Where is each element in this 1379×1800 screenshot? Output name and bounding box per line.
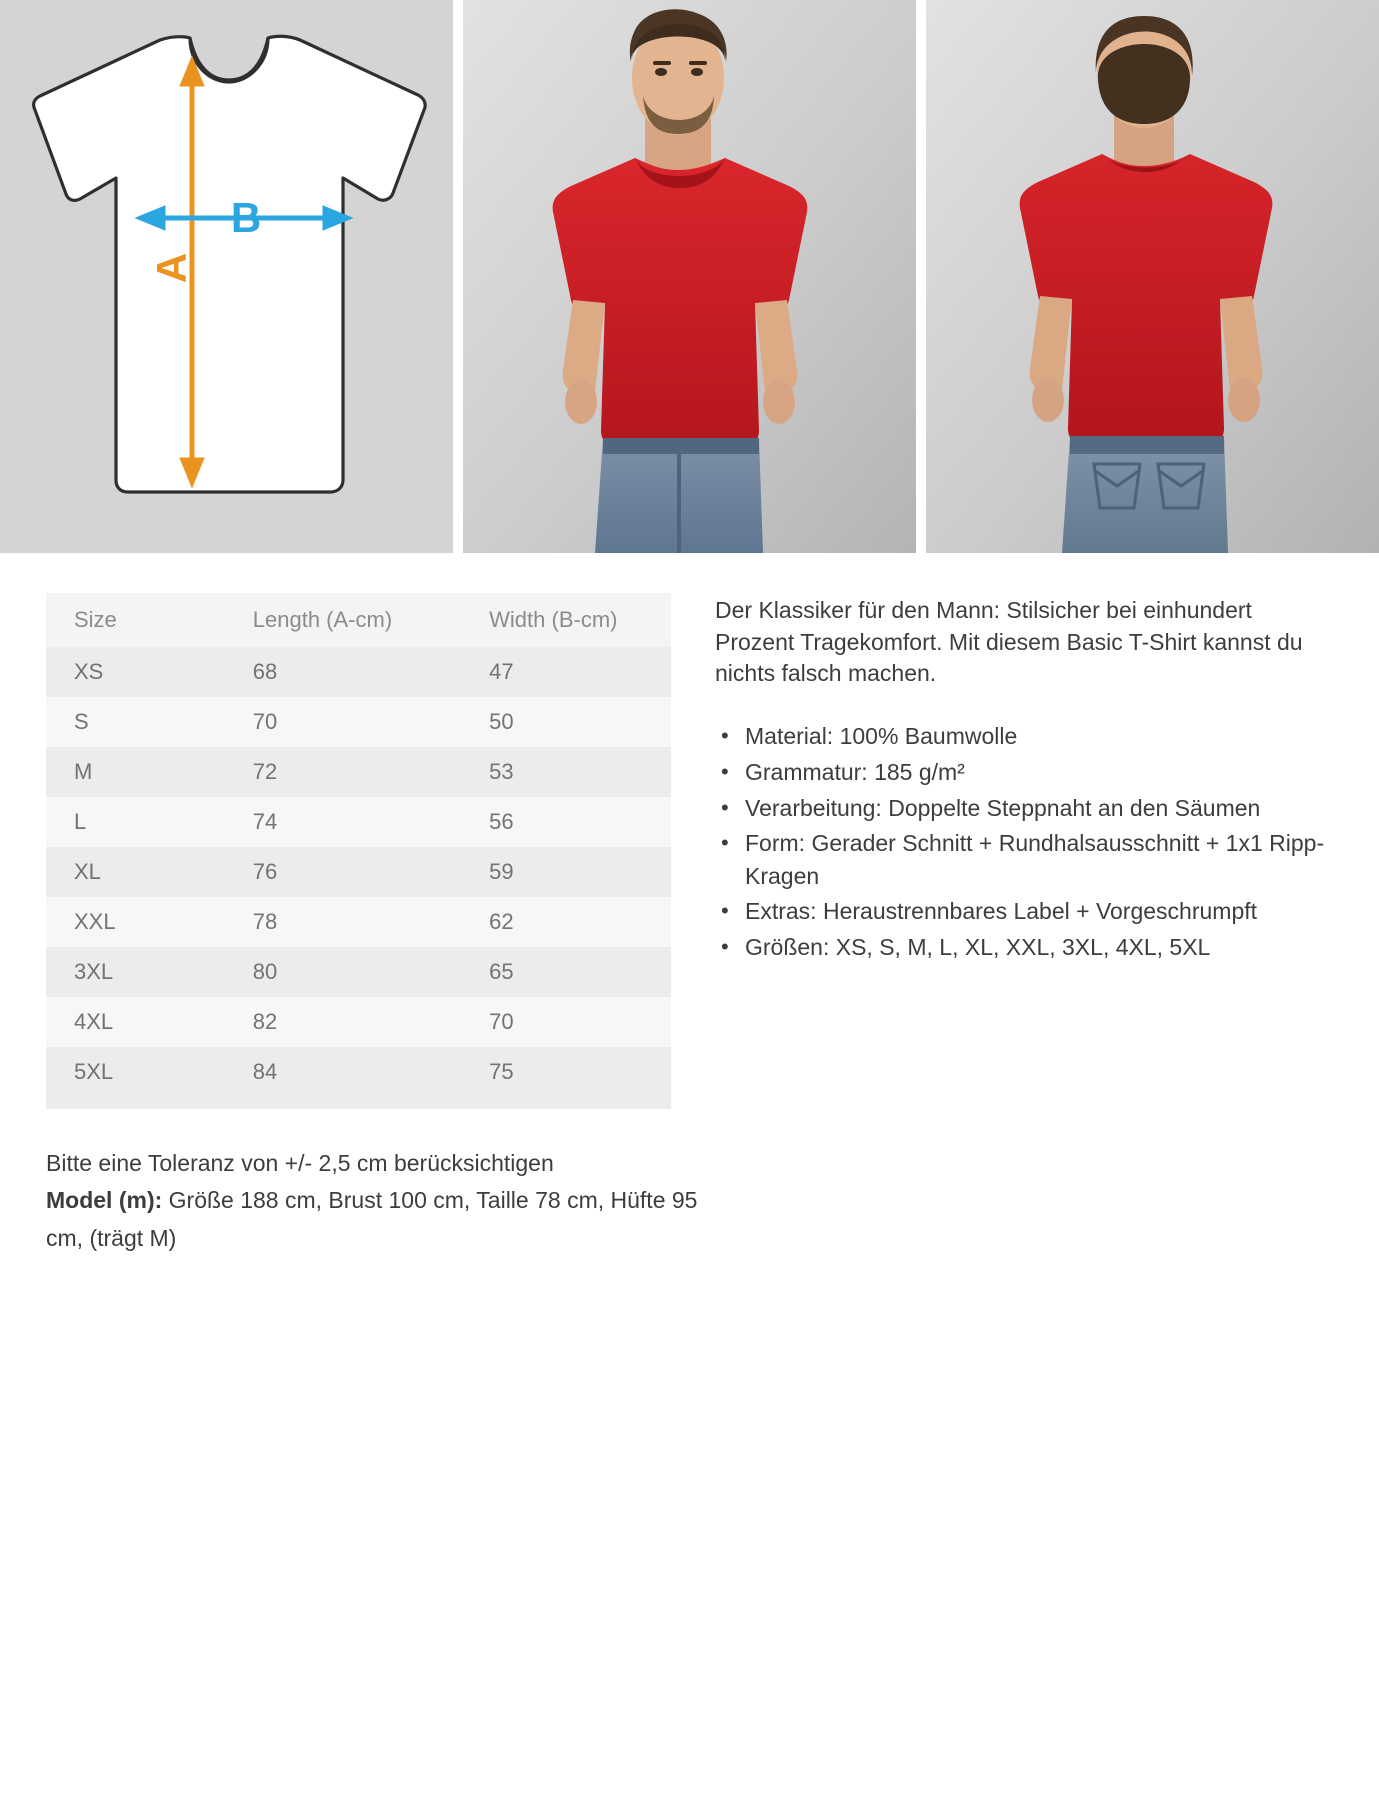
list-item: • Extras: Heraustrennbares Label + Vorgeschrumpft — [741, 895, 1333, 928]
header-length: Length (A-cm) — [225, 593, 461, 647]
model-details: Größe 188 cm, Brust 100 cm, Taille 78 cm, Hüfte 95 cm, (trägt M) — [46, 1187, 698, 1251]
measurement-diagram — [0, 0, 453, 553]
header-width: Width (B-cm) — [461, 593, 671, 647]
cell-width: 65 — [489, 959, 514, 984]
model-label: Model (m): — [46, 1187, 163, 1214]
cell-length: 82 — [252, 1009, 278, 1034]
list-item: • Verarbeitung: Doppelte Steppnaht an den Säumen — [741, 792, 1333, 825]
list-item: • Grammatur: 185 g/m² — [741, 756, 1333, 789]
table-row — [46, 947, 671, 997]
cell-width: 50 — [489, 709, 514, 734]
cell-size: XS — [74, 659, 104, 684]
cell-size: M — [74, 759, 93, 784]
table-row — [46, 1047, 671, 1097]
cell-size: S — [74, 709, 89, 734]
cell-length: 84 — [252, 1059, 278, 1084]
table-header-row — [46, 593, 671, 647]
product-details — [0, 553, 1379, 1109]
table-row — [46, 797, 671, 847]
cell-length: 80 — [252, 959, 278, 984]
table-row — [46, 647, 671, 697]
model-back-photo — [926, 0, 1379, 553]
cell-length: 74 — [252, 809, 278, 834]
cell-width: 56 — [489, 809, 514, 834]
table-row — [46, 997, 671, 1047]
list-item: • Größen: XS, S, M, L, XL, XXL, 3XL, 4XL, 5XL — [741, 931, 1333, 964]
description-block — [715, 593, 1333, 1109]
cell-length: 72 — [252, 759, 278, 784]
cell-size: XL — [74, 859, 101, 884]
cell-size: 5XL — [74, 1059, 114, 1084]
cell-size: 3XL — [74, 959, 114, 984]
size-chart — [46, 593, 671, 1109]
table-row — [46, 697, 671, 747]
table-row-spacer — [46, 1097, 671, 1109]
cell-width: 62 — [489, 909, 514, 934]
cell-size: 4XL — [74, 1009, 114, 1034]
cell-width: 53 — [489, 759, 514, 784]
tolerance-text: Bitte eine Toleranz von +/- 2,5 cm berücksichtigen — [46, 1150, 554, 1176]
cell-length: 78 — [252, 909, 278, 934]
size-table — [46, 593, 671, 1109]
description-intro: Der Klassiker für den Mann: Stilsicher bei einhundert Prozent Tragekomfort. Mit diesem Basic T-Shirt kannst du nichts falsch machen. — [715, 597, 1303, 687]
cell-length: 70 — [252, 709, 278, 734]
cell-width: 47 — [489, 659, 514, 684]
cell-size: XXL — [74, 909, 116, 934]
table-row — [46, 897, 671, 947]
cell-width: 70 — [489, 1009, 514, 1034]
model-front-photo — [463, 0, 916, 553]
product-image-row — [0, 0, 1379, 553]
tolerance-note — [46, 1145, 706, 1257]
cell-length: 68 — [252, 659, 278, 684]
header-size: Size — [46, 593, 225, 647]
cell-size: L — [74, 809, 87, 834]
feature-list — [715, 720, 1333, 964]
list-item: • Material: 100% Baumwolle — [741, 720, 1333, 753]
table-row — [46, 747, 671, 797]
cell-width: 59 — [489, 859, 514, 884]
label-a: A — [148, 252, 195, 284]
cell-width: 75 — [489, 1059, 514, 1084]
footnote-block — [0, 1109, 1379, 1257]
table-row — [46, 847, 671, 897]
label-b: B — [230, 194, 262, 241]
list-item: • Form: Gerader Schnitt + Rundhalsausschnitt + 1x1 Ripp-Kragen — [741, 827, 1333, 892]
cell-length: 76 — [252, 859, 278, 884]
